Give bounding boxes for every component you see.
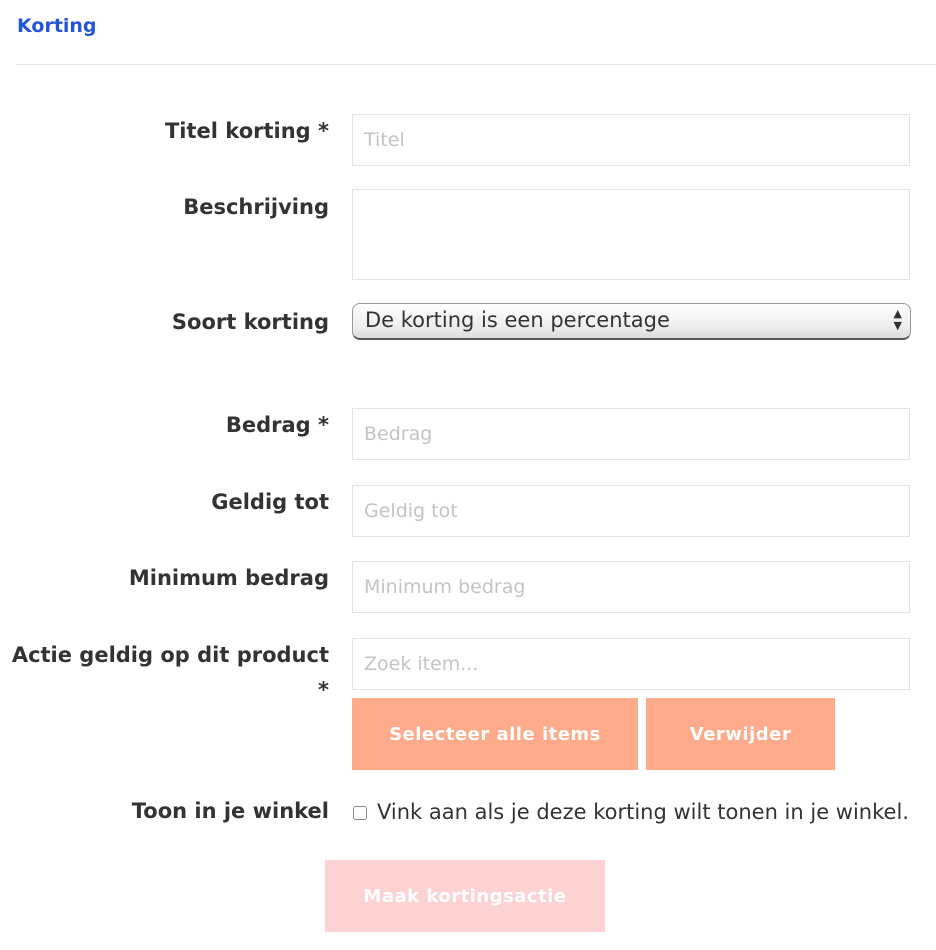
- show-in-shop-checkbox-text[interactable]: Vink aan als je deze korting wilt tonen in je winkel.: [377, 800, 909, 824]
- remove-button[interactable]: Verwijder: [646, 698, 835, 770]
- select-arrows-icon: ▲ ▼: [893, 307, 902, 332]
- description-textarea[interactable]: [352, 189, 910, 280]
- amount-input[interactable]: [352, 408, 910, 460]
- amount-label: Bedrag *: [225, 413, 329, 437]
- description-label: Beschrijving: [183, 195, 329, 219]
- product-search-input[interactable]: [352, 638, 910, 690]
- discount-type-label: Soort korting: [171, 310, 329, 334]
- title-input[interactable]: [352, 114, 910, 166]
- valid-until-label: Geldig tot: [211, 490, 329, 514]
- header-divider: [16, 64, 936, 65]
- discount-type-select[interactable]: [352, 303, 911, 340]
- tab-korting[interactable]: Korting: [17, 15, 97, 37]
- minimum-amount-label: Minimum bedrag: [128, 566, 329, 590]
- product-label: Actie geldig op dit product: [11, 643, 329, 667]
- create-discount-button[interactable]: Maak kortingsactie: [325, 860, 605, 932]
- show-in-shop-checkbox[interactable]: [353, 806, 367, 820]
- minimum-amount-input[interactable]: [352, 561, 910, 613]
- discount-type-selected-value: De korting is een percentage: [365, 308, 670, 332]
- product-label-required: *: [318, 678, 329, 702]
- select-all-items-button[interactable]: Selecteer alle items: [352, 698, 638, 770]
- show-in-shop-label: Toon in je winkel: [131, 799, 329, 823]
- title-label: Titel korting *: [164, 119, 329, 143]
- valid-until-input[interactable]: [352, 485, 910, 537]
